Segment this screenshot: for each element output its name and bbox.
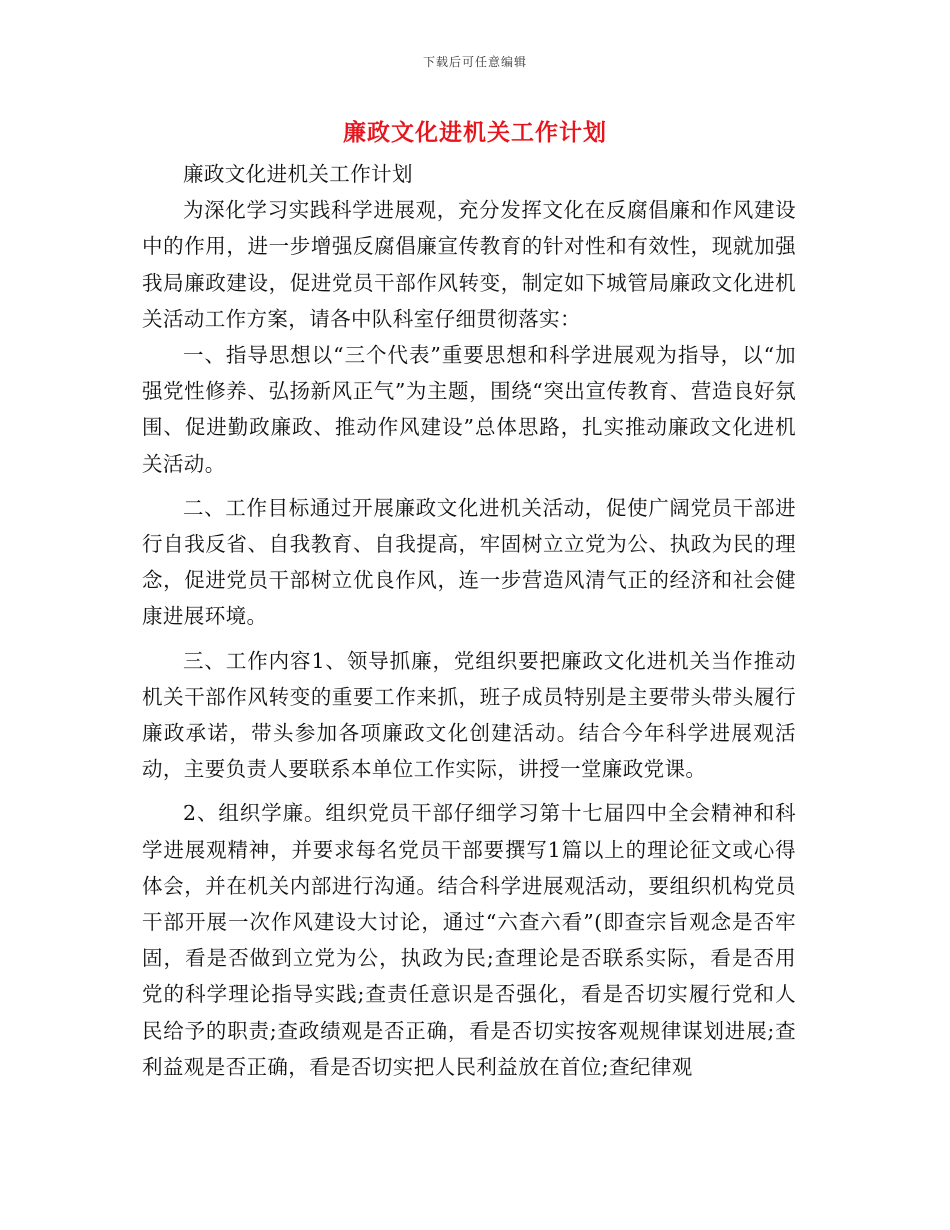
paragraph-work-goals: 二、工作目标通过开展廉政文化进机关活动，促使广阔党员干部进行自我反省、自我教育、自我提高，牢固树立立党为公、执政为民的理念，促进党员干部树立优良作风，连一步营造风清气正的经济和社会健康进展环境。 [142,495,796,629]
header-note: 下载后可任意编辑 [422,55,527,69]
paragraph-guiding-ideology: 一、指导思想以“三个代表”重要思想和科学进展观为指导，以“加强党性修养、弘扬新风正气”为主题，围绕“突出宣传教育、营造良好氛围、促进勤政廉政、推动作风建设”总体思路，扎实推动廉政文化进机关活动。 [142,343,796,476]
paragraph-subtitle: 廉政文化进机关工作计划 [183,162,413,186]
paragraph-work-content: 三、工作内容1、领导抓廉，党组织要把廉政文化进机关当作推动机关干部作风转变的重要工作来抓，班子成员特别是主要带头带头履行廉政承诺，带头参加各项廉政文化创建活动。结合今年科学进展观活动，主要负责人要联系本单位工作实际，讲授一堂廉政党课。 [142,648,796,782]
paragraph-organize-study: 2、组织学廉。组织党员干部仔细学习第十七届四中全会精神和科学进展观精神，并要求每名党员干部要撰写1篇以上的理论征文或心得体会，并在机关内部进行沟通。结合科学进展观活动，要组织机构党员干部开展一次作风建设大讨论，通过“六查六看”(即查宗旨观念是否牢固，看是否做到立党为公，执政为民;查理论是否联系实际，看是否用党的科学理论指导实践;查责任意识是否强化，看是否切实履行党和人民给予的职责;查政绩观是否正确，看是否切实按客观规律谋划进展;查利益观是否正确，看是否切实把人民利益放在首位;查纪律观 [142,801,796,1079]
document-title: 廉政文化进机关工作计划 [343,119,607,146]
paragraph-intro: 为深化学习实践科学进展观，充分发挥文化在反腐倡廉和作风建设中的作用，进一步增强反腐倡廉宣传教育的针对性和有效性，现就加强我局廉政建设，促进党员干部作风转变，制定如下城管局廉政文化进机关活动工作方案，请各中队科室仔细贯彻落实： [142,198,796,331]
document-body [142,156,796,1085]
